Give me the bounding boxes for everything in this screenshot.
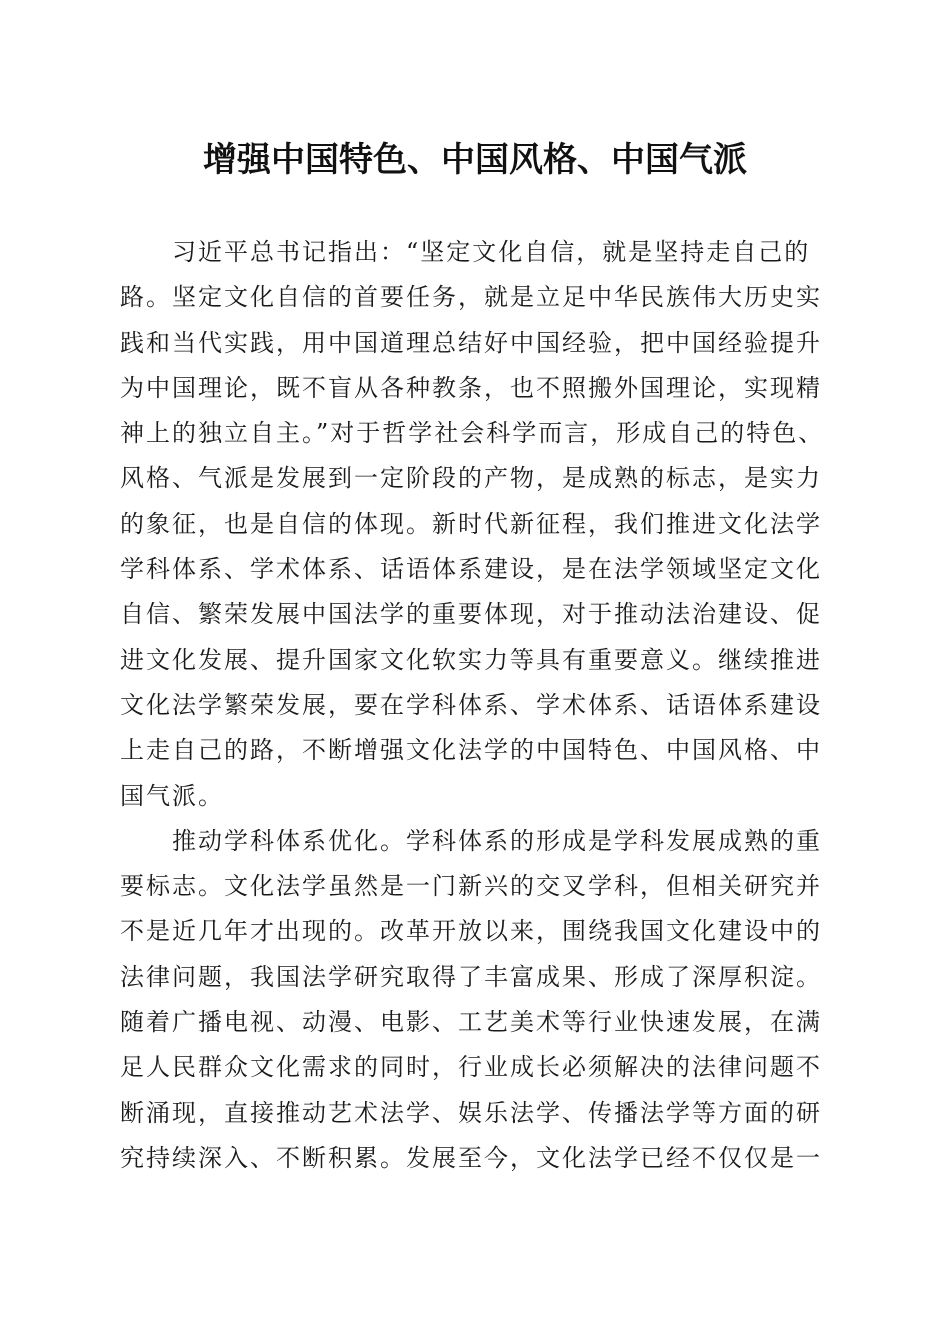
text-line: 习近平总书记指出：“坚定文化自信，就是坚持走自己的 (172, 238, 811, 266)
text-line: 足人民群众文化需求的同时，行业成长必须解决的法律问题不 (120, 1053, 822, 1082)
text-line: 践和当代实践，用中国道理总结好中国经验，把中国经验提升 (120, 328, 822, 357)
text-line: 国气派。 (120, 781, 224, 810)
text-line: 要标志。文化法学虽然是一门新兴的交叉学科，但相关研究并 (120, 872, 822, 901)
text-line: 进文化发展、提升国家文化软实力等具有重要意义。继续推进 (120, 645, 822, 674)
text-line: 自信、繁荣发展中国法学的重要体现，对于推动法治建设、促 (120, 600, 822, 629)
text-line: 究持续深入、不断积累。发展至今，文化法学已经不仅仅是一 (120, 1143, 822, 1172)
document-body (120, 230, 826, 1181)
text-line: 上走自己的路，不断增强文化法学的中国特色、中国风格、中 (120, 736, 822, 765)
text-line: 文化法学繁荣发展，要在学科体系、学术体系、话语体系建设 (120, 690, 822, 719)
paragraph-1 (120, 230, 826, 819)
text-line: 断涌现，直接推动艺术法学、娱乐法学、传播法学等方面的研 (120, 1098, 822, 1127)
text-line: 路。坚定文化自信的首要任务，就是立足中华民族伟大历史实 (120, 283, 822, 312)
text-line: 学科体系、学术体系、话语体系建设，是在法学领域坚定文化 (120, 555, 822, 584)
text-line: 推动学科体系优化。学科体系的形成是学科发展成熟的重 (172, 826, 822, 855)
text-line: 不是近几年才出现的。改革开放以来，围绕我国文化建设中的 (120, 917, 822, 946)
text-line: 的象征，也是自信的体现。新时代新征程，我们推进文化法学 (120, 509, 822, 538)
text-line: 法律问题，我国法学研究取得了丰富成果、形成了深厚积淀。 (120, 962, 822, 991)
paragraph-2 (120, 819, 826, 1181)
text-line: 为中国理论，既不盲从各种教条，也不照搬外国理论，实现精 (120, 373, 822, 402)
text-line: 风格、气派是发展到一定阶段的产物，是成熟的标志，是实力 (120, 464, 822, 493)
text-line: 神上的独立自主。”对于哲学社会科学而言，形成自己的特色、 (120, 419, 825, 448)
document-title: 增强中国特色、中国风格、中国气派 (203, 140, 747, 180)
text-line: 随着广播电视、动漫、电影、工艺美术等行业快速发展，在满 (120, 1008, 822, 1037)
